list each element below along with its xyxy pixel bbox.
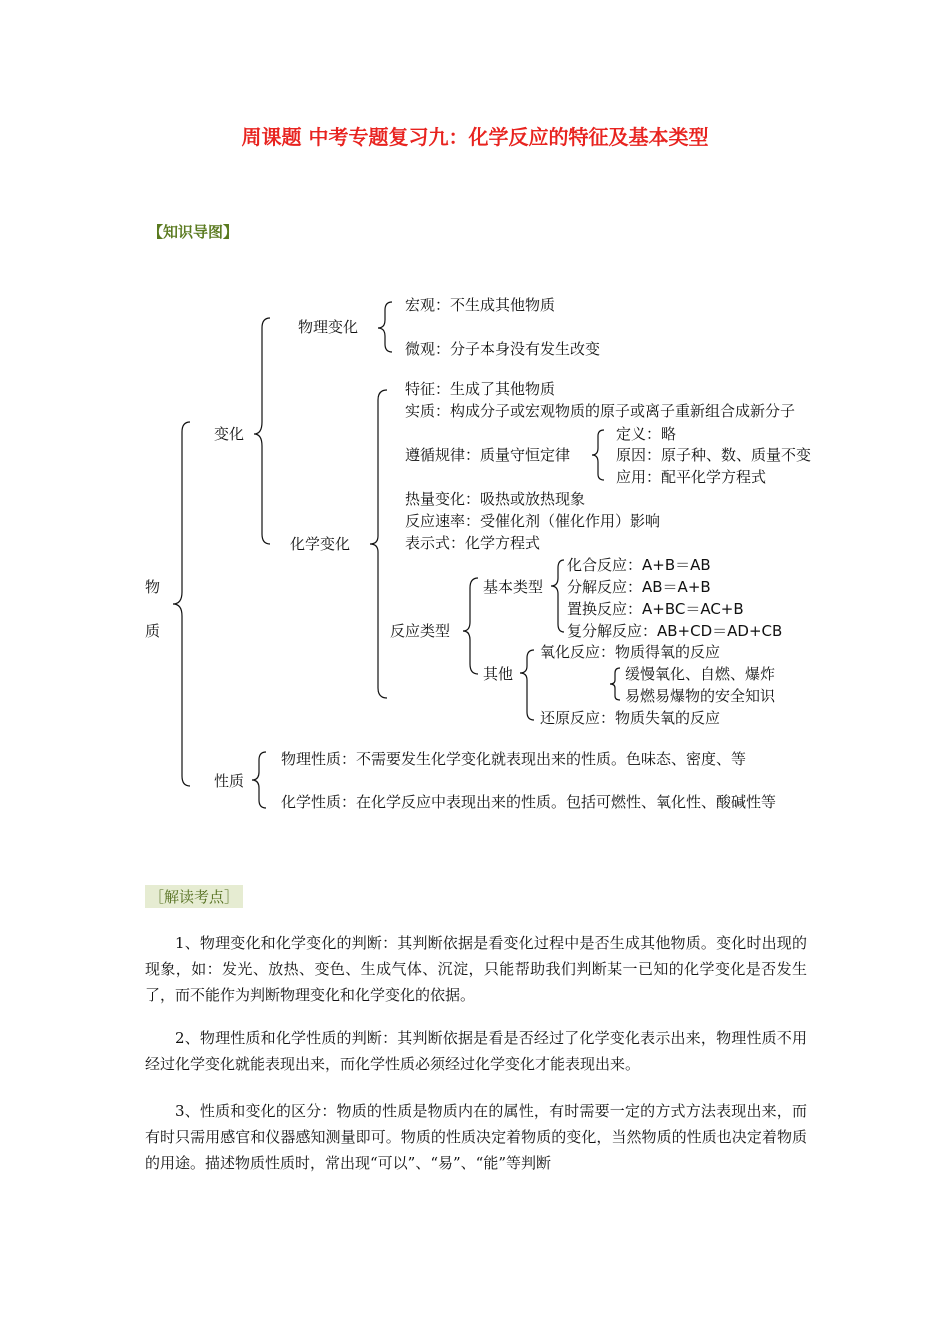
change-label: 变化	[214, 425, 245, 443]
chemical-property-label: 化学性质：在化学反应中表现出来的性质。包括可燃性、氧化性、酸碱性等	[281, 793, 777, 811]
other-label: 其他	[483, 665, 514, 683]
root-brace	[173, 422, 190, 786]
physical-change-brace	[378, 302, 392, 352]
decomposition-label: 分解反应：AB＝A+B	[567, 578, 711, 596]
paragraph-1: 1、物理变化和化学变化的判断：其判断依据是看变化过程中是否生成其他物质。变化时出现的现象，如：发光、放热、变色、生成气体、沉淀，只能帮助我们判断某一已知的化学变化是否发生了，而不能作为判断物理变化和化学变化的依据。	[145, 934, 807, 1004]
knowledge-map-heading: 【知识导图】	[148, 223, 239, 241]
double-decomposition-label: 复分解反应：AB+CD＝AD+CB	[567, 622, 783, 640]
chemical-change-brace	[370, 390, 387, 698]
cause-label: 原因：原子种、数、质量不变	[616, 446, 812, 464]
rate-label: 反应速率：受催化剂（催化作用）影响	[405, 512, 661, 530]
displacement-label: 置换反应：A+BC＝AC+B	[567, 600, 744, 618]
safety-label: 易燃易爆物的安全知识	[625, 687, 776, 705]
property-brace	[252, 752, 266, 808]
change-brace	[254, 318, 270, 544]
reaction-type-label: 反应类型	[390, 622, 451, 640]
root-label-2: 质	[145, 622, 161, 640]
physical-change-label: 物理变化	[298, 318, 359, 336]
oxidation-brace	[610, 668, 620, 700]
basic-types-label: 基本类型	[483, 578, 544, 596]
basic-types-brace	[551, 560, 564, 632]
essence-label: 实质：构成分子或宏观物质的原子或离子重新组合成新分子	[405, 402, 796, 420]
micro-label: 微观：分子本身没有发生改变	[405, 340, 601, 358]
paragraph-2: 2、物理性质和化学性质的判断：其判断依据是看是否经过了化学变化表示出来，物理性质不用经过化学变化就能表现出来，而化学性质必须经过化学变化才能表现出来。	[145, 1029, 807, 1073]
other-brace	[520, 650, 534, 720]
feature-label: 特征：生成了其他物质	[405, 380, 556, 398]
property-label: 性质	[214, 772, 245, 790]
page-title: 周课题 中考专题复习九：化学反应的特征及基本类型	[241, 125, 709, 149]
heat-label: 热量变化：吸热或放热现象	[405, 490, 586, 508]
application-label: 应用：配平化学方程式	[616, 468, 767, 486]
law-label: 遵循规律：质量守恒定律	[405, 446, 571, 464]
chemical-change-label: 化学变化	[290, 535, 351, 553]
paragraph-3: 3、性质和变化的区分：物质的性质是物质内在的属性，有时需要一定的方式方法表现出来，而有时只需用感官和仪器感知测量即可。物质的性质决定着物质的变化，当然物质的性质也决定着物质的用途。描述物质性质时，常出现“可以”、“易”、“能”等判断	[145, 1102, 807, 1172]
expression-label: 表示式：化学方程式	[405, 534, 541, 552]
slow-oxidation-label: 缓慢氧化、自燃、爆炸	[625, 665, 776, 683]
oxidation-label: 氧化反应：物质得氧的反应	[540, 643, 721, 661]
reduction-label: 还原反应：物质失氧的反应	[540, 709, 721, 727]
physical-property-label: 物理性质：不需要发生化学变化就表现出来的性质。色味态、密度、等	[281, 750, 747, 768]
definition-label: 定义：略	[616, 425, 677, 443]
analysis-heading: ［解读考点］	[145, 885, 243, 908]
combination-label: 化合反应：A+B＝AB	[567, 556, 711, 574]
law-brace	[592, 430, 604, 480]
macro-label: 宏观：不生成其他物质	[405, 296, 556, 314]
reaction-type-brace	[463, 578, 478, 674]
root-label-1: 物	[145, 578, 161, 596]
